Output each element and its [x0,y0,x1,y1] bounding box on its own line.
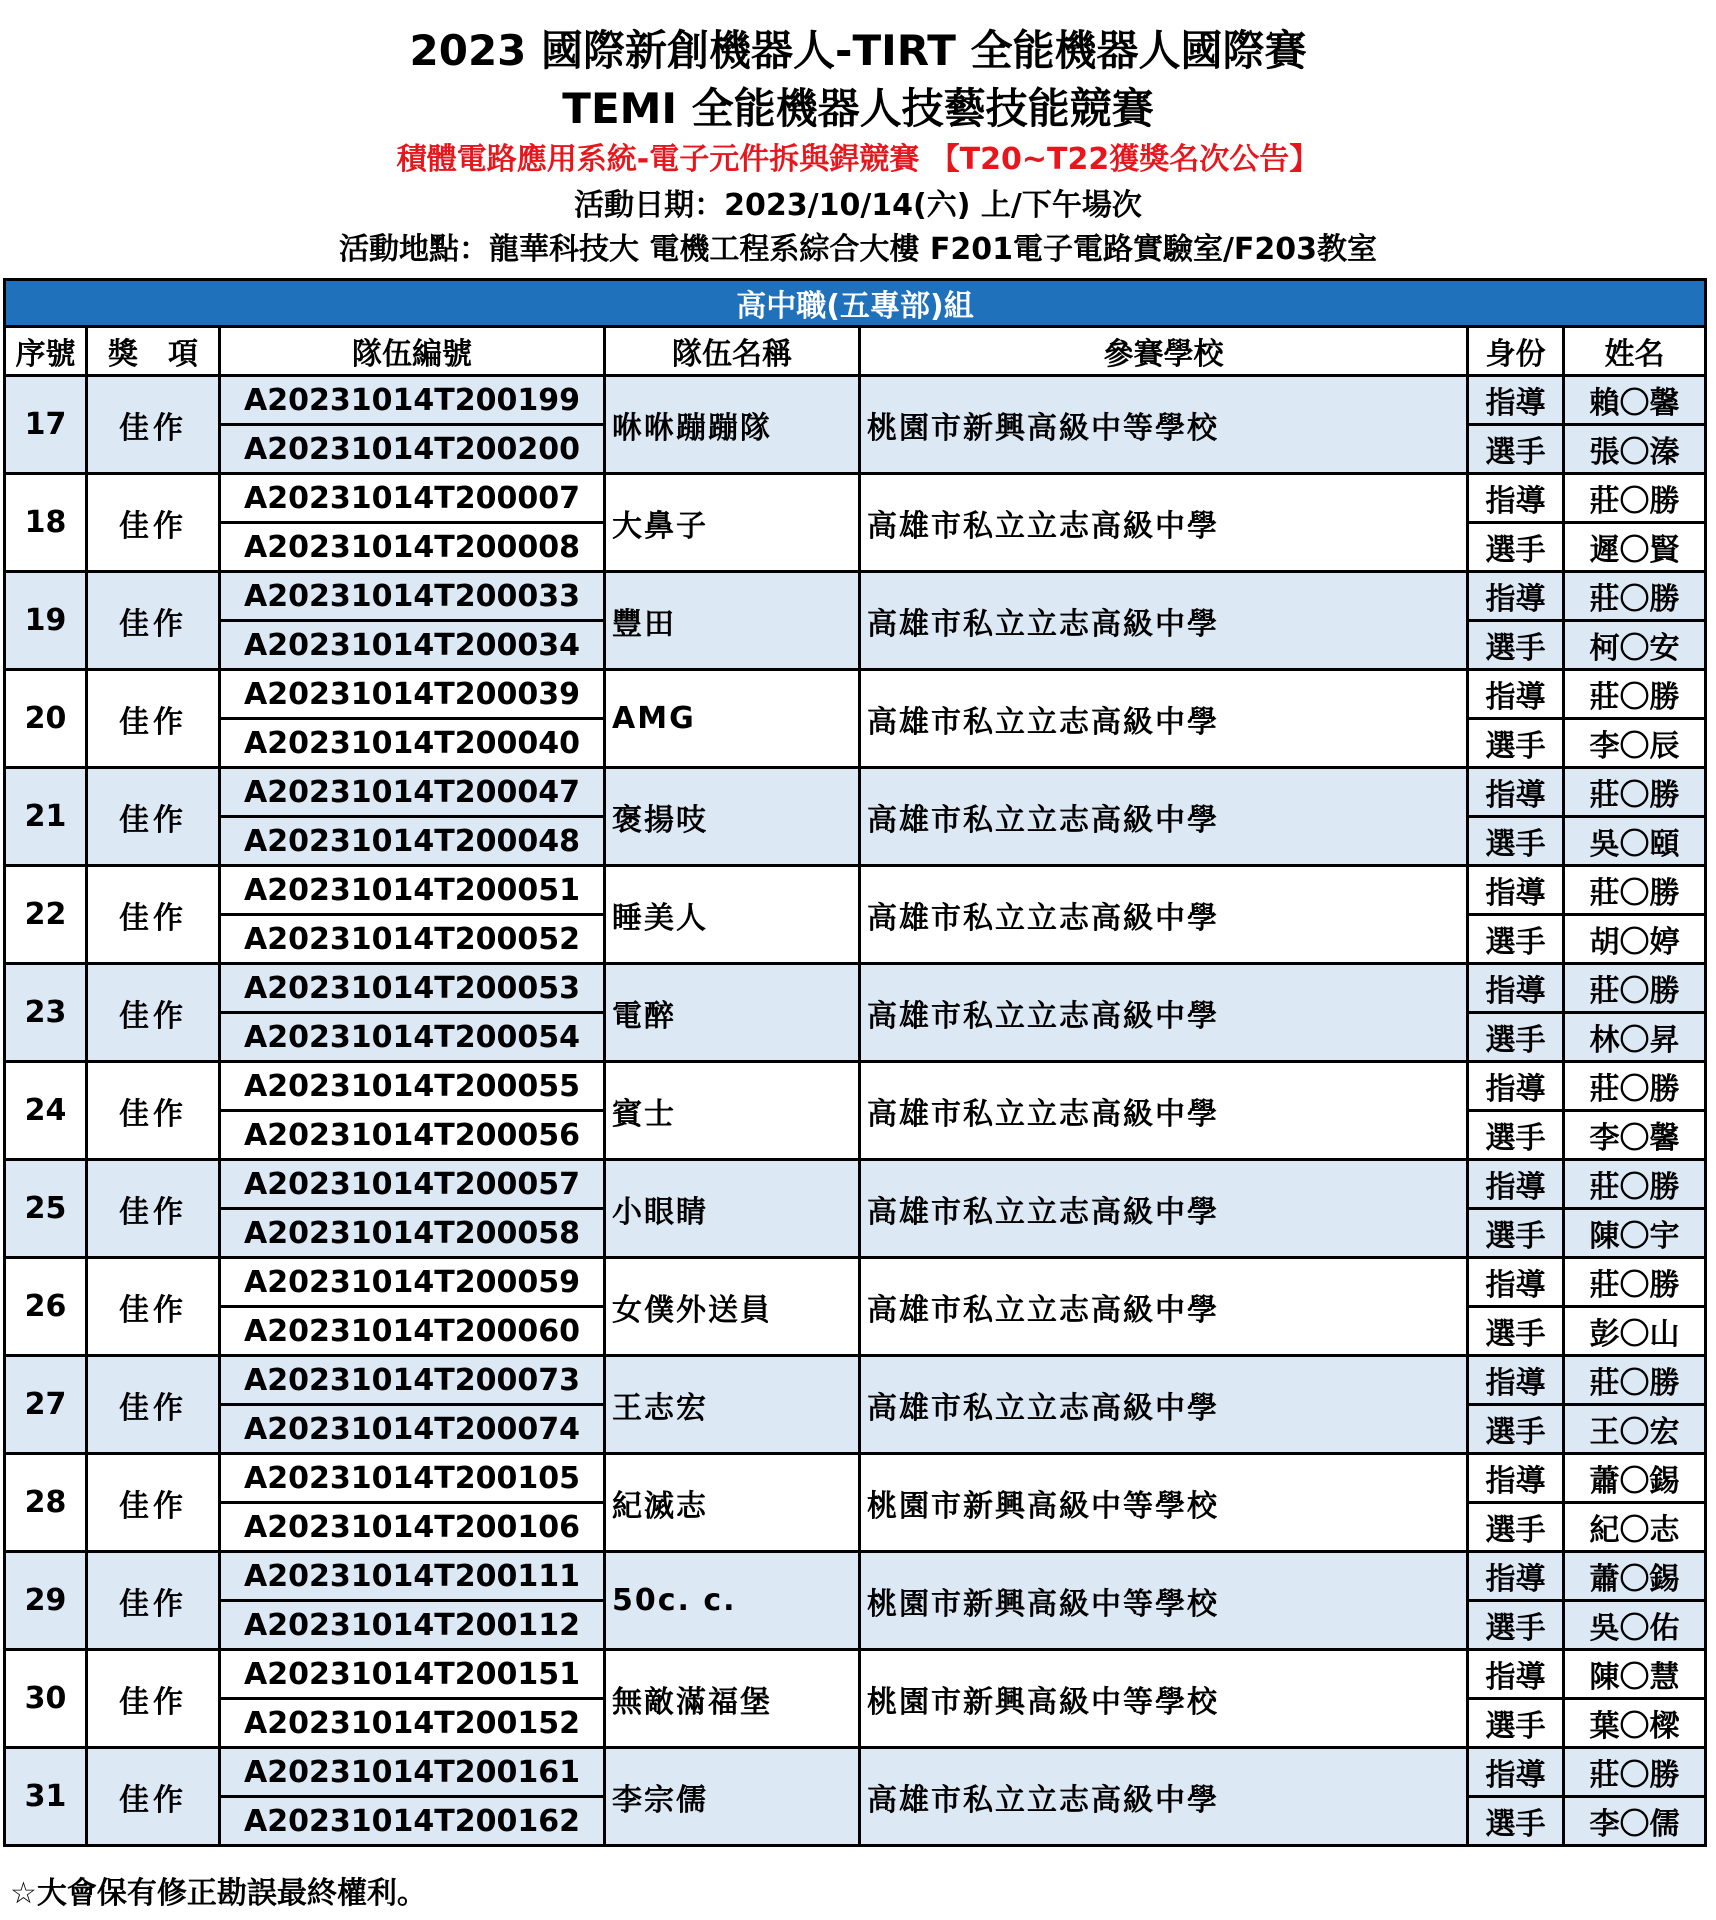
role: 選手 [1468,719,1564,768]
row-number: 20 [5,670,87,768]
event-date: 活動日期：2023/10/14(六) 上/下午場次 [574,188,1142,223]
role: 指導 [1468,1748,1564,1797]
person-name: 胡〇婷 [1564,915,1706,964]
team-id: A20231014T200051 [220,866,605,915]
team-id: A20231014T200007 [220,474,605,523]
person-name: 莊〇勝 [1564,670,1706,719]
award: 佳作 [87,964,220,1062]
award: 佳作 [87,1160,220,1258]
person-name: 吳〇頤 [1564,817,1706,866]
school: 高雄市私立立志高級中學 [860,1748,1468,1846]
table-row [5,1748,1706,1797]
team-name: 賓士 [605,1062,860,1160]
person-name: 吳〇佑 [1564,1601,1706,1650]
person-name: 莊〇勝 [1564,474,1706,523]
school: 高雄市私立立志高級中學 [860,768,1468,866]
team-id: A20231014T200057 [220,1160,605,1209]
col-header-team-id: 隊伍編號 [220,327,605,376]
school: 高雄市私立立志高級中學 [860,670,1468,768]
role: 指導 [1468,964,1564,1013]
role: 指導 [1468,670,1564,719]
person-name: 蕭〇錫 [1564,1454,1706,1503]
col-header-team-name: 隊伍名稱 [605,327,860,376]
team-name: 無敵滿福堡 [605,1650,860,1748]
person-name: 葉〇樑 [1564,1699,1706,1748]
role: 選手 [1468,1209,1564,1258]
table-row [5,670,1706,719]
col-header-award: 獎 項 [87,327,220,376]
role: 選手 [1468,523,1564,572]
team-id: A20231014T200199 [220,376,605,425]
role: 選手 [1468,1013,1564,1062]
team-id: A20231014T200033 [220,572,605,621]
award: 佳作 [87,1258,220,1356]
role: 選手 [1468,1307,1564,1356]
team-id: A20231014T200161 [220,1748,605,1797]
award: 佳作 [87,768,220,866]
person-name: 莊〇勝 [1564,964,1706,1013]
person-name: 紀〇志 [1564,1503,1706,1552]
team-name: AMG [605,670,860,768]
team-id: A20231014T200151 [220,1650,605,1699]
team-id: A20231014T200111 [220,1552,605,1601]
award: 佳作 [87,1552,220,1650]
team-name: 50c. c. [605,1552,860,1650]
team-id: A20231014T200040 [220,719,605,768]
team-name: 睡美人 [605,866,860,964]
person-name: 賴〇馨 [1564,376,1706,425]
team-id: A20231014T200048 [220,817,605,866]
role: 選手 [1468,1405,1564,1454]
role: 選手 [1468,817,1564,866]
person-name: 莊〇勝 [1564,1160,1706,1209]
table-row [5,1454,1706,1503]
team-id: A20231014T200059 [220,1258,605,1307]
team-id: A20231014T200105 [220,1454,605,1503]
results-table-body [5,376,1706,1846]
person-name: 蕭〇錫 [1564,1552,1706,1601]
row-number: 25 [5,1160,87,1258]
award: 佳作 [87,1356,220,1454]
award: 佳作 [87,376,220,474]
team-id: A20231014T200052 [220,915,605,964]
person-name: 林〇昇 [1564,1013,1706,1062]
row-number: 31 [5,1748,87,1846]
row-number: 29 [5,1552,87,1650]
title-line-2: TEMI 全能機器人技藝技能競賽 [562,84,1154,133]
team-name: 大鼻子 [605,474,860,572]
row-number: 17 [5,376,87,474]
team-id: A20231014T200060 [220,1307,605,1356]
person-name: 莊〇勝 [1564,866,1706,915]
school: 高雄市私立立志高級中學 [860,474,1468,572]
school: 桃園市新興高級中等學校 [860,1650,1468,1748]
role: 指導 [1468,1650,1564,1699]
title-line-1: 2023 國際新創機器人-TIRT 全能機器人國際賽 [409,26,1307,75]
role: 指導 [1468,768,1564,817]
table-row [5,1160,1706,1209]
row-number: 22 [5,866,87,964]
role: 選手 [1468,621,1564,670]
col-header-school: 參賽學校 [860,327,1468,376]
award: 佳作 [87,866,220,964]
person-name: 莊〇勝 [1564,1748,1706,1797]
table-row [5,1650,1706,1699]
school: 桃園市新興高級中等學校 [860,376,1468,474]
award: 佳作 [87,1062,220,1160]
team-id: A20231014T200112 [220,1601,605,1650]
person-name: 遲〇賢 [1564,523,1706,572]
team-name: 王志宏 [605,1356,860,1454]
team-name: 咻咻蹦蹦隊 [605,376,860,474]
person-name: 莊〇勝 [1564,1062,1706,1111]
table-row [5,768,1706,817]
role: 指導 [1468,1552,1564,1601]
group-title: 高中職(五專部)組 [5,280,1706,327]
row-number: 27 [5,1356,87,1454]
team-id: A20231014T200054 [220,1013,605,1062]
award: 佳作 [87,1748,220,1846]
table-row [5,964,1706,1013]
table-row [5,474,1706,523]
school: 高雄市私立立志高級中學 [860,866,1468,964]
person-name: 柯〇安 [1564,621,1706,670]
person-name: 王〇宏 [1564,1405,1706,1454]
row-number: 26 [5,1258,87,1356]
school: 高雄市私立立志高級中學 [860,1258,1468,1356]
team-id: A20231014T200074 [220,1405,605,1454]
team-id: A20231014T200058 [220,1209,605,1258]
role: 指導 [1468,572,1564,621]
team-name: 女僕外送員 [605,1258,860,1356]
row-number: 28 [5,1454,87,1552]
school: 桃園市新興高級中等學校 [860,1454,1468,1552]
row-number: 19 [5,572,87,670]
school: 高雄市私立立志高級中學 [860,1160,1468,1258]
role: 選手 [1468,1601,1564,1650]
team-id: A20231014T200039 [220,670,605,719]
team-name: 豐田 [605,572,860,670]
person-name: 莊〇勝 [1564,1258,1706,1307]
team-name: 電醉 [605,964,860,1062]
results-table [3,278,1707,1847]
team-id: A20231014T200008 [220,523,605,572]
table-row [5,1258,1706,1307]
role: 指導 [1468,1258,1564,1307]
event-location: 活動地點：龍華科技大 電機工程系綜合大樓 F201電子電路實驗室/F203教室 [338,232,1378,267]
team-id: A20231014T200162 [220,1797,605,1846]
school: 高雄市私立立志高級中學 [860,1062,1468,1160]
role: 指導 [1468,376,1564,425]
role: 選手 [1468,1503,1564,1552]
person-name: 彭〇山 [1564,1307,1706,1356]
award: 佳作 [87,1454,220,1552]
role: 指導 [1468,866,1564,915]
team-id: A20231014T200056 [220,1111,605,1160]
role: 指導 [1468,1454,1564,1503]
team-name: 李宗儒 [605,1748,860,1846]
award: 佳作 [87,474,220,572]
table-row [5,572,1706,621]
team-id: A20231014T200073 [220,1356,605,1405]
table-row [5,1552,1706,1601]
role: 選手 [1468,1111,1564,1160]
person-name: 莊〇勝 [1564,768,1706,817]
role: 選手 [1468,425,1564,474]
role: 指導 [1468,1062,1564,1111]
award: 佳作 [87,1650,220,1748]
person-name: 陳〇慧 [1564,1650,1706,1699]
role: 選手 [1468,1699,1564,1748]
team-name: 紀滅志 [605,1454,860,1552]
role: 選手 [1468,1797,1564,1846]
person-name: 莊〇勝 [1564,572,1706,621]
table-row [5,1356,1706,1405]
team-name: 小眼睛 [605,1160,860,1258]
school: 高雄市私立立志高級中學 [860,964,1468,1062]
person-name: 李〇儒 [1564,1797,1706,1846]
row-number: 21 [5,768,87,866]
team-id: A20231014T200152 [220,1699,605,1748]
person-name: 李〇辰 [1564,719,1706,768]
role: 選手 [1468,915,1564,964]
team-id: A20231014T200047 [220,768,605,817]
school: 高雄市私立立志高級中學 [860,572,1468,670]
person-name: 陳〇宇 [1564,1209,1706,1258]
team-id: A20231014T200106 [220,1503,605,1552]
table-row [5,866,1706,915]
role: 指導 [1468,1160,1564,1209]
table-row [5,1062,1706,1111]
subtitle-announcement: 積體電路應用系統-電子元件拆與銲競賽 【T20~T22獲獎名次公告】 [396,142,1320,177]
col-header-no: 序號 [5,327,87,376]
row-number: 24 [5,1062,87,1160]
person-name: 張〇溱 [1564,425,1706,474]
disclaimer-note: ☆大會保有修正勘誤最終權利。 [10,1876,427,1911]
role: 指導 [1468,474,1564,523]
person-name: 莊〇勝 [1564,1356,1706,1405]
team-id: A20231014T200200 [220,425,605,474]
team-name: 褒揚吱 [605,768,860,866]
role: 指導 [1468,1356,1564,1405]
team-id: A20231014T200055 [220,1062,605,1111]
row-number: 18 [5,474,87,572]
award: 佳作 [87,572,220,670]
award: 佳作 [87,670,220,768]
col-header-name: 姓名 [1564,327,1706,376]
col-header-role: 身份 [1468,327,1564,376]
school: 高雄市私立立志高級中學 [860,1356,1468,1454]
row-number: 30 [5,1650,87,1748]
team-id: A20231014T200034 [220,621,605,670]
row-number: 23 [5,964,87,1062]
person-name: 李〇馨 [1564,1111,1706,1160]
table-row [5,376,1706,425]
team-id: A20231014T200053 [220,964,605,1013]
school: 桃園市新興高級中等學校 [860,1552,1468,1650]
